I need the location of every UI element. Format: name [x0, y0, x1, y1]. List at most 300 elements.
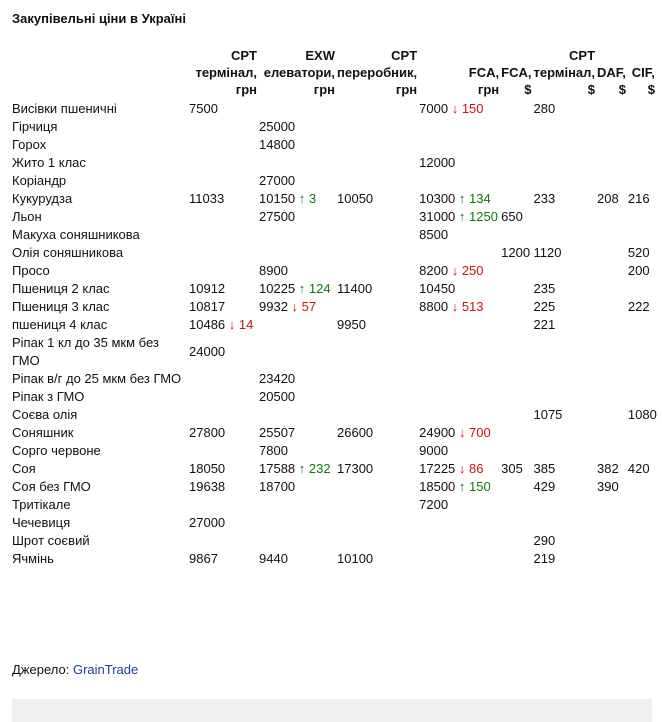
price-value: 23420	[259, 371, 296, 386]
price-cell	[597, 550, 628, 568]
price-value: 520	[627, 245, 650, 260]
price-value: 7200	[419, 497, 449, 512]
price-cell	[628, 514, 657, 532]
price-value: 382	[597, 461, 619, 476]
price-cell	[501, 244, 533, 262]
price-cell	[337, 334, 419, 370]
price-cell	[501, 154, 533, 172]
price-cell	[419, 118, 501, 136]
price-cell	[628, 406, 657, 424]
price-value: 290	[533, 533, 556, 548]
price-value: 11033	[189, 191, 225, 206]
price-cell	[337, 190, 419, 208]
price-cell	[597, 334, 628, 370]
table-row	[12, 154, 657, 172]
price-value: 385	[533, 461, 556, 476]
price-cell	[628, 118, 657, 136]
price-cell	[419, 514, 501, 532]
price-cell	[597, 406, 628, 424]
source-label: Джерело:	[12, 662, 70, 677]
commodity-name: Льон	[12, 209, 42, 224]
price-cell	[597, 316, 628, 334]
column-header: CPT термінал, грн	[195, 48, 257, 97]
price-cell	[189, 208, 259, 226]
prices-table	[12, 47, 657, 568]
price-cell	[259, 406, 337, 424]
price-cell	[628, 226, 657, 244]
commodity-name: Соєва олія	[12, 407, 78, 422]
price-cell	[419, 424, 501, 442]
price-value: 31000	[419, 209, 456, 224]
price-value: 420	[627, 461, 650, 476]
price-value: 235	[533, 281, 556, 296]
price-cell	[419, 208, 501, 226]
price-cell	[419, 406, 501, 424]
price-cell	[501, 298, 533, 316]
price-cell	[259, 478, 337, 496]
price-value: 8200	[419, 263, 449, 278]
price-value: 9950	[337, 317, 366, 332]
price-cell	[189, 316, 259, 334]
price-cell	[628, 298, 657, 316]
price-cell	[628, 550, 657, 568]
price-value: 7800	[259, 443, 288, 458]
price-cell	[337, 208, 419, 226]
price-cell	[337, 280, 419, 298]
price-value: 429	[533, 479, 556, 494]
price-cell	[419, 442, 501, 460]
commodity-name: Соняшник	[12, 425, 74, 440]
price-cell	[597, 280, 628, 298]
price-value: 1200	[501, 245, 531, 260]
price-cell	[189, 514, 259, 532]
price-value: 10300	[419, 191, 456, 206]
price-value: 390	[597, 479, 619, 494]
price-cell	[628, 424, 657, 442]
price-cell	[533, 550, 597, 568]
price-value: 9000	[419, 443, 449, 458]
price-cell	[259, 370, 337, 388]
commodity-name: Пшениця 2 клас	[12, 281, 110, 296]
commodity-name: Чечевиця	[12, 515, 71, 530]
price-cell	[597, 496, 628, 514]
commodity-name: Соя	[12, 461, 36, 476]
commodity-name: Кукурудза	[12, 191, 73, 206]
price-value: 10450	[419, 281, 456, 296]
price-cell	[533, 442, 597, 460]
price-value: 280	[533, 101, 556, 116]
price-cell	[337, 532, 419, 550]
price-cell	[419, 298, 501, 316]
price-cell	[189, 280, 259, 298]
price-cell	[597, 118, 628, 136]
price-value: 7500	[189, 101, 218, 116]
commodity-name: Соя без ГМО	[12, 479, 91, 494]
price-cell	[259, 514, 337, 532]
price-value: 17588	[259, 461, 296, 476]
price-value: 233	[533, 191, 556, 206]
price-cell	[501, 172, 533, 190]
price-value: 221	[533, 317, 556, 332]
column-header: FCA, грн	[468, 65, 500, 97]
column-header: EXW елеватори, грн	[263, 48, 335, 97]
price-cell	[501, 262, 533, 280]
price-change-down: ↓ 86	[459, 461, 484, 476]
table-row	[12, 298, 657, 316]
price-cell	[419, 190, 501, 208]
price-cell	[501, 514, 533, 532]
price-cell	[533, 226, 597, 244]
price-change-down: ↓ 150	[452, 101, 484, 116]
price-cell	[189, 478, 259, 496]
price-cell	[259, 298, 337, 316]
price-cell	[628, 136, 657, 154]
table-row	[12, 460, 657, 478]
price-cell	[628, 496, 657, 514]
price-cell	[533, 406, 597, 424]
price-cell	[337, 460, 419, 478]
price-cell	[597, 514, 628, 532]
price-cell	[597, 370, 628, 388]
price-value: 10486	[189, 317, 226, 332]
price-cell	[501, 550, 533, 568]
price-cell	[501, 406, 533, 424]
price-value: 10912	[189, 281, 226, 296]
price-cell	[419, 316, 501, 334]
price-cell	[533, 118, 597, 136]
commodity-name: Ріпак з ГМО	[12, 389, 85, 404]
price-value: 12000	[419, 155, 456, 170]
price-value: 17225	[419, 461, 456, 476]
price-cell	[533, 172, 597, 190]
price-cell	[189, 442, 259, 460]
price-value: 20500	[259, 389, 296, 404]
price-value: 8800	[419, 299, 449, 314]
price-change-up: ↑ 134	[459, 191, 491, 206]
table-row	[12, 316, 657, 334]
price-cell	[259, 424, 337, 442]
price-cell	[337, 100, 419, 118]
price-value: 8500	[419, 227, 449, 242]
price-value: 8900	[259, 263, 288, 278]
commodity-name: Шрот соєвий	[12, 533, 90, 548]
price-cell	[419, 154, 501, 172]
price-value: 7000	[419, 101, 449, 116]
table-row	[12, 424, 657, 442]
price-cell	[597, 478, 628, 496]
price-cell	[337, 136, 419, 154]
commodity-name: Коріандр	[12, 173, 67, 188]
price-value: 24900	[419, 425, 456, 440]
price-cell	[501, 136, 533, 154]
price-cell	[501, 190, 533, 208]
price-value: 200	[627, 263, 650, 278]
price-cell	[628, 442, 657, 460]
price-cell	[597, 262, 628, 280]
price-value: 9867	[189, 551, 218, 566]
price-cell	[628, 100, 657, 118]
price-change-up: ↑ 1250	[459, 209, 498, 224]
price-cell	[533, 514, 597, 532]
price-value: 222	[627, 299, 650, 314]
price-cell	[628, 262, 657, 280]
source-line	[12, 662, 138, 677]
price-cell	[533, 496, 597, 514]
price-cell	[533, 100, 597, 118]
price-cell	[259, 388, 337, 406]
price-value: 9440	[259, 551, 288, 566]
price-cell	[597, 388, 628, 406]
price-cell	[189, 550, 259, 568]
price-cell	[533, 334, 597, 370]
price-cell	[419, 100, 501, 118]
price-cell	[419, 226, 501, 244]
price-cell	[337, 424, 419, 442]
price-cell	[533, 532, 597, 550]
price-cell	[501, 226, 533, 244]
price-cell	[259, 316, 337, 334]
price-change-down: ↓ 700	[459, 425, 491, 440]
price-cell	[597, 136, 628, 154]
price-cell	[597, 100, 628, 118]
price-cell	[259, 442, 337, 460]
price-cell	[419, 280, 501, 298]
price-value: 27000	[259, 173, 296, 188]
price-value: 11400	[337, 281, 373, 296]
commodity-name: Висівки пшеничні	[12, 101, 117, 116]
price-cell	[597, 154, 628, 172]
price-cell	[419, 334, 501, 370]
price-cell	[189, 118, 259, 136]
price-cell	[597, 298, 628, 316]
price-value: 1075	[533, 407, 563, 422]
price-cell	[628, 190, 657, 208]
price-cell	[259, 118, 337, 136]
table-row	[12, 550, 657, 568]
price-cell	[337, 550, 419, 568]
column-header: CPT переробник, грн	[337, 48, 418, 97]
price-value: 25507	[259, 425, 296, 440]
footer-bar	[12, 699, 652, 722]
price-cell	[597, 424, 628, 442]
price-cell	[189, 226, 259, 244]
price-cell	[501, 424, 533, 442]
price-cell	[337, 262, 419, 280]
source-link[interactable]: GrainTrade	[72, 662, 139, 677]
table-row	[12, 136, 657, 154]
price-cell	[501, 496, 533, 514]
price-cell	[259, 460, 337, 478]
price-cell	[337, 316, 419, 334]
column-header: CIF, $	[631, 65, 655, 97]
price-cell	[337, 442, 419, 460]
table-row	[12, 208, 657, 226]
price-cell	[533, 136, 597, 154]
price-value: 27800	[189, 425, 226, 440]
price-value: 216	[627, 191, 650, 206]
price-cell	[337, 496, 419, 514]
price-cell	[189, 370, 259, 388]
price-cell	[628, 478, 657, 496]
price-cell	[501, 280, 533, 298]
price-cell	[597, 226, 628, 244]
table-row	[12, 406, 657, 424]
price-value: 19638	[189, 479, 226, 494]
table-row	[12, 244, 657, 262]
price-cell	[419, 172, 501, 190]
price-cell	[533, 424, 597, 442]
price-cell	[419, 550, 501, 568]
table-row	[12, 226, 657, 244]
price-cell	[189, 424, 259, 442]
price-cell	[501, 370, 533, 388]
price-value: 27500	[259, 209, 296, 224]
price-cell	[337, 478, 419, 496]
price-cell	[337, 406, 419, 424]
price-value: 10050	[337, 191, 374, 206]
table-row	[12, 262, 657, 280]
price-cell	[337, 370, 419, 388]
price-cell	[533, 154, 597, 172]
price-value: 17300	[337, 461, 374, 476]
price-cell	[337, 244, 419, 262]
price-change-up: ↑ 3	[299, 191, 316, 206]
price-cell	[501, 208, 533, 226]
price-cell	[533, 190, 597, 208]
price-cell	[419, 478, 501, 496]
price-cell	[628, 208, 657, 226]
price-cell	[501, 316, 533, 334]
price-cell	[501, 478, 533, 496]
price-cell	[337, 514, 419, 532]
price-cell	[259, 244, 337, 262]
price-change-down: ↓ 14	[229, 317, 254, 332]
page-title: Закупівельні ціни в Україні	[12, 11, 187, 26]
price-cell	[597, 172, 628, 190]
price-value: 208	[597, 191, 619, 206]
price-change-down: ↓ 250	[452, 263, 484, 278]
price-cell	[259, 154, 337, 172]
commodity-name: Ріпак 1 кл до 35 мкм без ГМО	[12, 335, 159, 368]
price-cell	[533, 316, 597, 334]
price-cell	[189, 262, 259, 280]
commodity-name: пшениця 4 клас	[12, 317, 108, 332]
commodity-name: Макуха соняшникова	[12, 227, 140, 242]
price-cell	[628, 388, 657, 406]
column-header	[12, 47, 189, 100]
price-change-up: ↑ 124	[299, 281, 331, 296]
price-cell	[501, 118, 533, 136]
price-cell	[189, 154, 259, 172]
price-value: 10817	[189, 299, 226, 314]
table-row	[12, 100, 657, 118]
price-cell	[628, 532, 657, 550]
price-cell	[189, 244, 259, 262]
price-value: 27000	[189, 515, 226, 530]
price-cell	[501, 388, 533, 406]
table-row	[12, 478, 657, 496]
price-cell	[597, 460, 628, 478]
price-value: 18050	[189, 461, 226, 476]
price-cell	[628, 334, 657, 370]
commodity-name: Просо	[12, 263, 50, 278]
price-cell	[533, 208, 597, 226]
price-value: 305	[501, 461, 523, 476]
table-row	[12, 442, 657, 460]
price-cell	[501, 100, 533, 118]
price-cell	[419, 136, 501, 154]
price-cell	[259, 334, 337, 370]
commodity-name: Ріпак в/г до 25 мкм без ГМО	[12, 371, 182, 386]
price-cell	[628, 370, 657, 388]
price-cell	[259, 172, 337, 190]
header-row	[12, 47, 657, 100]
price-cell	[259, 550, 337, 568]
table-row	[12, 118, 657, 136]
price-cell	[189, 460, 259, 478]
commodity-name: Жито 1 клас	[12, 155, 86, 170]
table-row	[12, 172, 657, 190]
table-row	[12, 280, 657, 298]
price-cell	[189, 172, 259, 190]
price-cell	[189, 136, 259, 154]
price-cell	[533, 388, 597, 406]
commodity-name: Сорго червоне	[12, 443, 101, 458]
price-cell	[597, 208, 628, 226]
column-header: CPT термінал, $	[533, 48, 596, 97]
price-value: 9932	[259, 299, 288, 314]
price-cell	[337, 118, 419, 136]
price-cell	[189, 100, 259, 118]
table-row	[12, 334, 657, 370]
price-cell	[259, 280, 337, 298]
price-change-down: ↓ 57	[292, 299, 317, 314]
price-cell	[501, 532, 533, 550]
price-value: 10150	[259, 191, 296, 206]
price-value: 10100	[337, 551, 374, 566]
price-value: 26600	[337, 425, 374, 440]
price-cell	[501, 442, 533, 460]
price-cell	[533, 478, 597, 496]
price-cell	[597, 442, 628, 460]
price-cell	[628, 172, 657, 190]
price-value: 219	[533, 551, 556, 566]
price-cell	[533, 280, 597, 298]
price-cell	[189, 190, 259, 208]
price-cell	[628, 460, 657, 478]
table-row	[12, 496, 657, 514]
price-cell	[419, 532, 501, 550]
commodity-name: Ячмінь	[12, 551, 54, 566]
column-header: DAF, $	[597, 65, 626, 97]
price-value: 650	[501, 209, 523, 224]
price-cell	[597, 244, 628, 262]
table-row	[12, 388, 657, 406]
price-cell	[259, 136, 337, 154]
price-cell	[419, 460, 501, 478]
price-cell	[189, 496, 259, 514]
price-cell	[337, 154, 419, 172]
price-cell	[189, 532, 259, 550]
commodity-name: Пшениця 3 клас	[12, 299, 110, 314]
price-value: 25000	[259, 119, 296, 134]
price-cell	[419, 496, 501, 514]
price-cell	[189, 334, 259, 370]
price-cell	[337, 388, 419, 406]
price-value: 1080	[627, 407, 657, 422]
price-cell	[419, 370, 501, 388]
price-cell	[189, 298, 259, 316]
